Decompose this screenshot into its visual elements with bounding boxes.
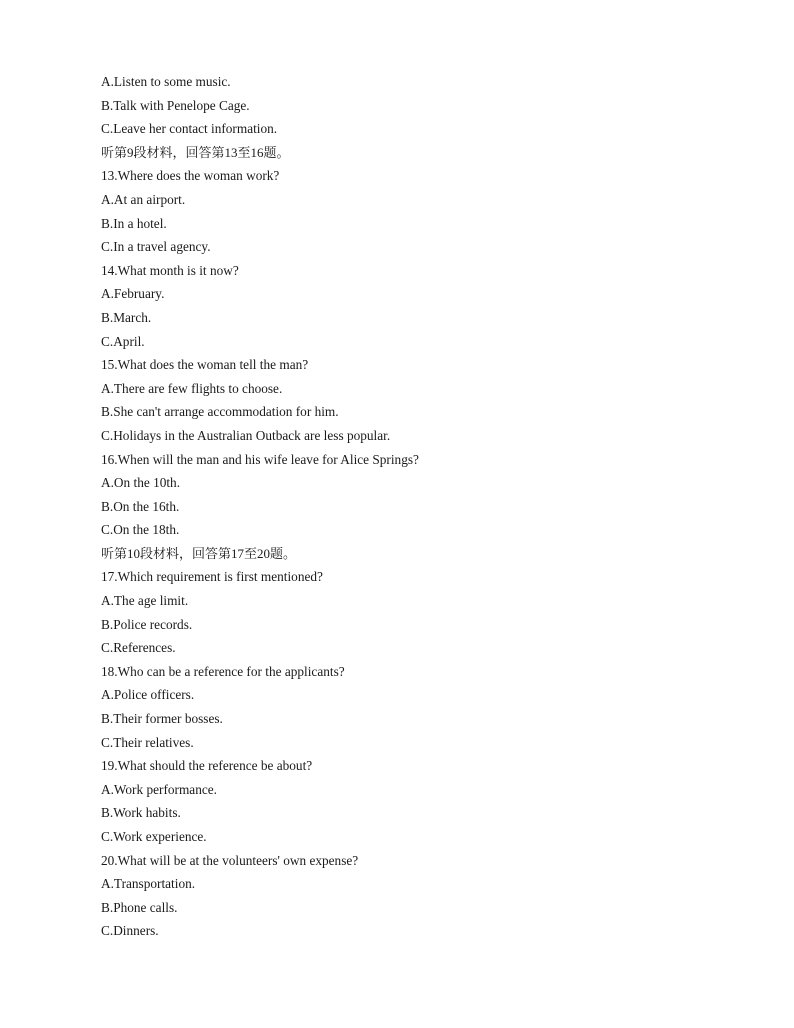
answer-option: A.February.: [101, 286, 165, 302]
answer-option: A.On the 10th.: [101, 475, 181, 491]
answer-option: A.At an airport.: [101, 191, 186, 207]
answer-option: A.Listen to some music.: [101, 74, 231, 89]
answer-option: C.Their relatives.: [101, 734, 194, 750]
answer-option: C.References.: [101, 640, 176, 656]
answer-option: B.Work habits.: [101, 805, 181, 821]
answer-option: B.On the 16th.: [101, 498, 180, 514]
answer-option: C.Leave her contact information.: [101, 121, 278, 137]
question-text: 16.When will the man and his wife leave for Alice Springs?: [101, 451, 419, 467]
answer-option: B.She can't arrange accommodation for him.: [101, 404, 339, 420]
section-heading: 听第9段材料，回答第13至16题。: [101, 144, 290, 160]
answer-option: C.In a travel agency.: [101, 239, 211, 255]
question-list: [101, 72, 721, 945]
question-text: 20.What will be at the volunteers' own expense?: [101, 852, 359, 868]
answer-option: A.Work performance.: [101, 781, 217, 797]
answer-option: C.Work experience.: [101, 829, 207, 844]
answer-option: B.Police records.: [101, 616, 193, 632]
question-text: 13.Where does the woman work?: [101, 168, 280, 184]
question-text: 19.What should the reference be about?: [101, 758, 313, 774]
answer-option: B.Phone calls.: [101, 899, 178, 915]
question-text: 18.Who can be a reference for the applicants?: [101, 663, 345, 679]
answer-option: B.In a hotel.: [101, 215, 167, 231]
answer-option: B.Their former bosses.: [101, 711, 223, 727]
answer-option: C.On the 18th.: [101, 522, 180, 538]
answer-option: C.Holidays in the Australian Outback are less popular.: [101, 427, 391, 443]
answer-option: A.There are few flights to choose.: [101, 380, 283, 396]
answer-option: A.Transportation.: [101, 876, 196, 892]
answer-option: B.Talk with Penelope Cage.: [101, 97, 250, 113]
answer-option: A.The age limit.: [101, 593, 189, 609]
question-text: 14.What month is it now?: [101, 262, 239, 278]
section-heading: 听第10段材料，回答第17至20题。: [101, 545, 297, 561]
answer-option: C.April.: [101, 333, 145, 349]
question-text: 15.What does the woman tell the man?: [101, 357, 309, 373]
answer-option: B.March.: [101, 309, 152, 325]
answer-option: A.Police officers.: [101, 687, 195, 703]
answer-option: C.Dinners.: [101, 923, 159, 939]
question-text: 17.Which requirement is first mentioned?: [101, 569, 323, 585]
